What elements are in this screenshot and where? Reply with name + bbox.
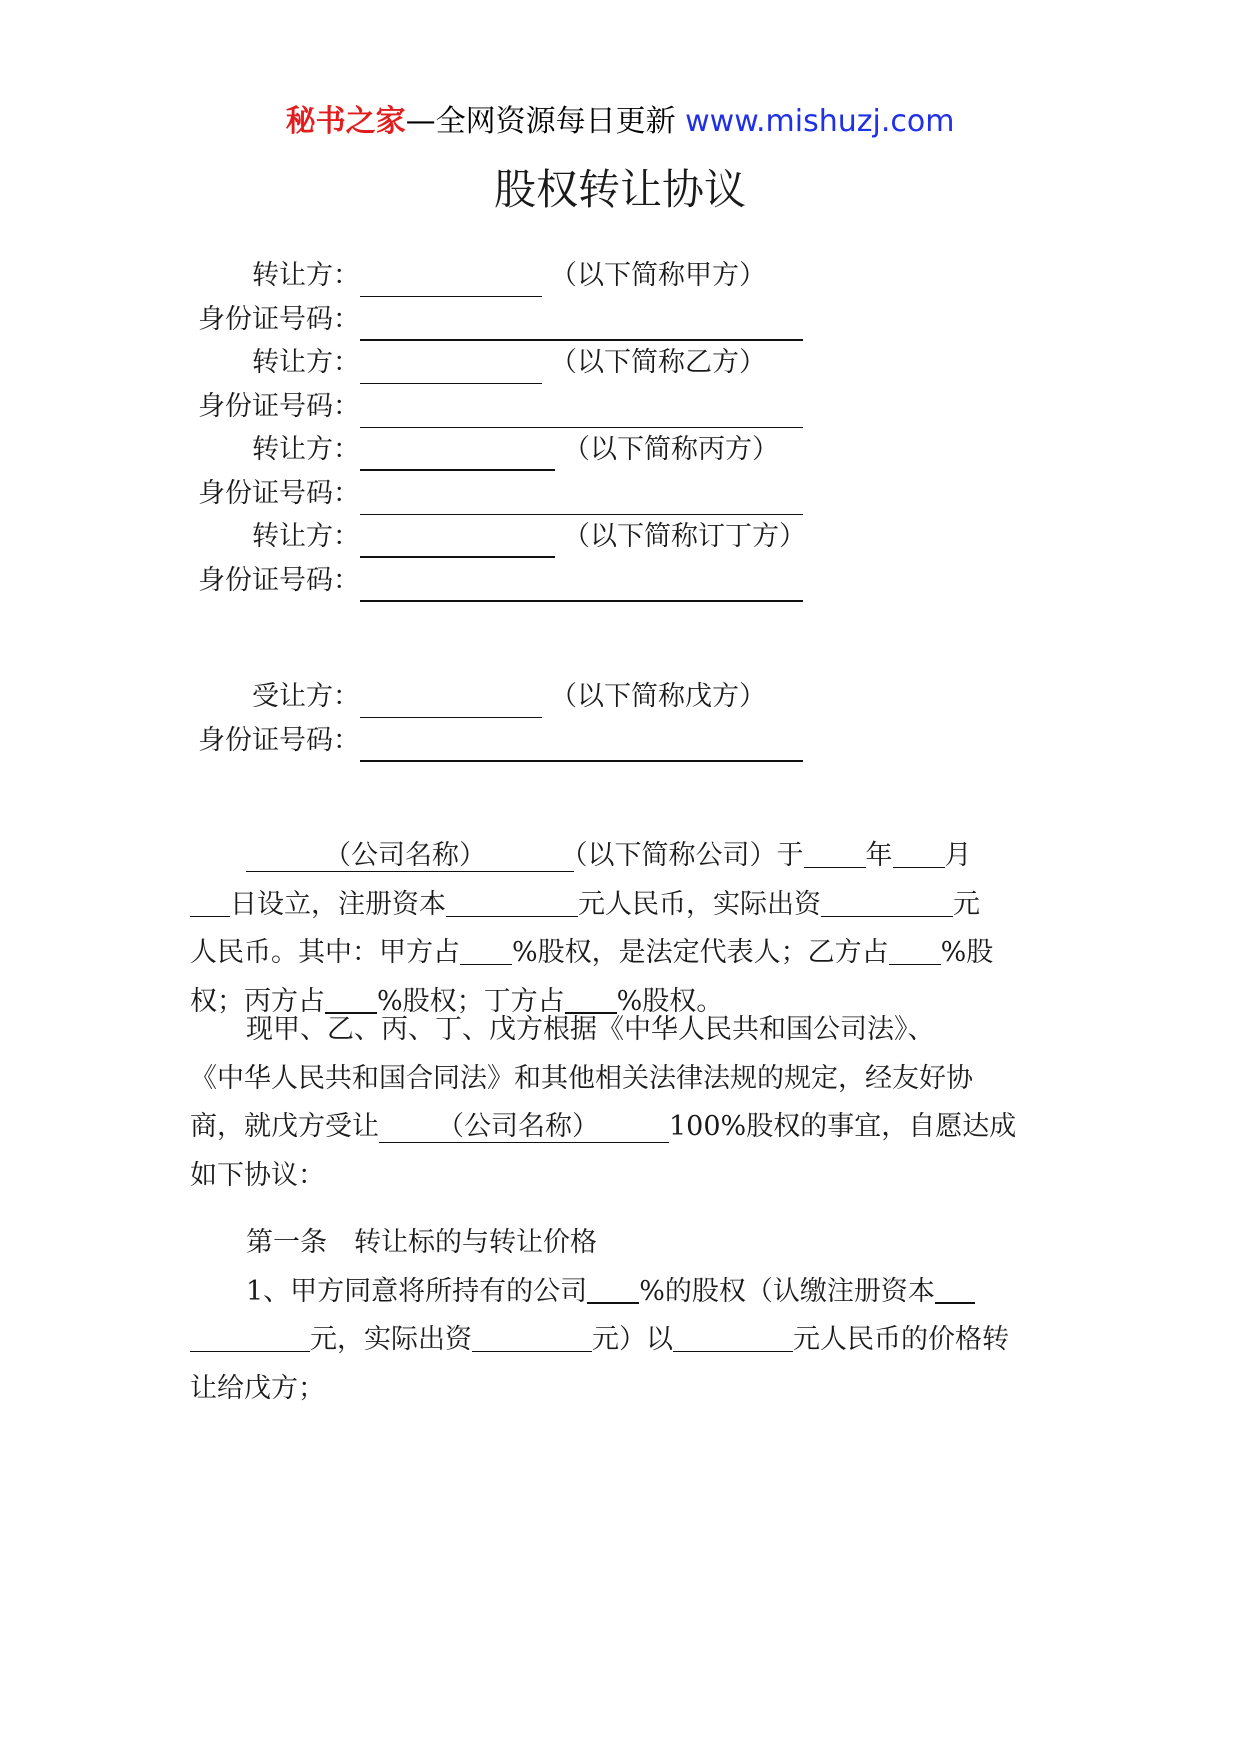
text-run: %股权，是法定代表人；乙方占: [512, 937, 889, 968]
blank-line: [190, 886, 230, 917]
para-line: [190, 881, 1055, 930]
blank-line: [472, 1321, 592, 1352]
site-url: www.mishuzj.com: [685, 104, 955, 139]
text-run: 元，实际出资: [310, 1324, 472, 1355]
alias-text: （以下简称甲方）: [550, 260, 766, 291]
role-label: 转让方：: [252, 260, 360, 291]
id-label: 身份证号码：: [198, 478, 360, 509]
blank-line: [673, 1321, 793, 1352]
text-run: 元人民币的价格转: [793, 1324, 1009, 1355]
text-run: 年: [865, 840, 893, 871]
text-run: （以下简称公司）于: [574, 840, 804, 871]
alias-text: （以下简称丙方）: [563, 434, 779, 465]
text-run: 元人民币，实际出资: [578, 888, 821, 920]
blank-line: [360, 726, 803, 762]
alias-text: （以下简称订丁方）: [563, 521, 806, 552]
basis-paragraph: [190, 1006, 1055, 1200]
blank-line: [360, 305, 803, 341]
para-line: 现甲、乙、丙、丁、戊方根据《中华人民共和国公司法》、: [246, 1014, 935, 1045]
id-row: [190, 386, 811, 428]
id-label: 身份证号码：: [198, 725, 360, 756]
para-line: [190, 1268, 1055, 1317]
text-run: 1、甲方同意将所持有的公司: [246, 1275, 588, 1307]
text-run: 日设立，注册资本: [230, 888, 446, 920]
id-label: 身份证号码：: [198, 565, 360, 596]
role-label: 转让方：: [252, 347, 360, 378]
blank-line: [446, 886, 578, 917]
para-line: 如下协议：: [190, 1159, 325, 1191]
role-label: 转让方：: [252, 434, 360, 465]
article-1: [190, 1219, 1055, 1413]
blank-line: [360, 522, 555, 558]
blank-line: [460, 934, 512, 965]
transferee-row: [190, 676, 766, 718]
para-line: [190, 929, 1055, 978]
text-run: %股权。: [616, 985, 724, 1017]
alias-text: （以下简称戊方）: [550, 681, 766, 712]
header-slogan: —全网资源每日更新: [405, 104, 686, 139]
brand-name: 秘书之家: [285, 104, 406, 139]
blank-line: [360, 349, 542, 384]
article-heading: 第一条 转让标的与转让价格: [246, 1227, 597, 1258]
text-run: 人民币。其中：甲方占: [190, 937, 460, 968]
text-run: %股: [940, 937, 994, 968]
party-row: [190, 429, 779, 471]
site-header: [0, 100, 1240, 144]
blank-line: [360, 262, 542, 297]
text-run: 100%股权的事宜，自愿达成: [669, 1111, 1017, 1142]
blank-line: [360, 435, 555, 471]
blank-line: [893, 837, 945, 868]
id-row: [190, 720, 811, 762]
para-line: 让给戊方；: [190, 1372, 325, 1404]
blank-line: [889, 934, 941, 965]
party-row: [190, 255, 766, 297]
para-line: [190, 1103, 1055, 1152]
blank-line: [190, 1321, 310, 1352]
blank-line: [935, 1272, 975, 1304]
id-row: [190, 560, 811, 602]
document-title: 股权转让协议: [493, 165, 746, 214]
blank-line: [360, 480, 803, 515]
text-run: %的股权（认缴注册资本: [639, 1275, 935, 1307]
party-row: [190, 342, 766, 384]
text-run: 权；丙方占: [190, 985, 325, 1017]
id-row: [190, 299, 811, 341]
blank-line: [360, 683, 542, 718]
blank-line: [804, 837, 866, 868]
para-line: [190, 832, 1055, 881]
blank-line: [360, 393, 803, 428]
id-label: 身份证号码：: [198, 304, 360, 335]
para-line: [190, 1316, 1055, 1365]
text-run: 商，就戊方受让: [190, 1111, 379, 1142]
id-row: [190, 473, 811, 515]
company-placeholder: （公司名称）: [379, 1111, 669, 1143]
text-run: 月: [944, 840, 972, 871]
intro-paragraph: [190, 832, 1055, 1026]
company-placeholder: （公司名称）: [246, 840, 574, 872]
role-label: 受让方：: [252, 681, 360, 712]
blank-line: [821, 886, 953, 917]
role-label: 转让方：: [252, 521, 360, 552]
text-run: 元: [953, 888, 980, 920]
para-line: 《中华人民共和国合同法》和其他相关法律法规的规定，经友好协: [190, 1062, 973, 1094]
text-run: 元）以: [592, 1324, 673, 1355]
party-row: [190, 516, 806, 558]
text-run: %股权；丁方占: [377, 985, 565, 1017]
blank-line: [360, 566, 803, 602]
blank-line: [587, 1272, 639, 1304]
id-label: 身份证号码：: [198, 391, 360, 422]
alias-text: （以下简称乙方）: [550, 347, 766, 378]
